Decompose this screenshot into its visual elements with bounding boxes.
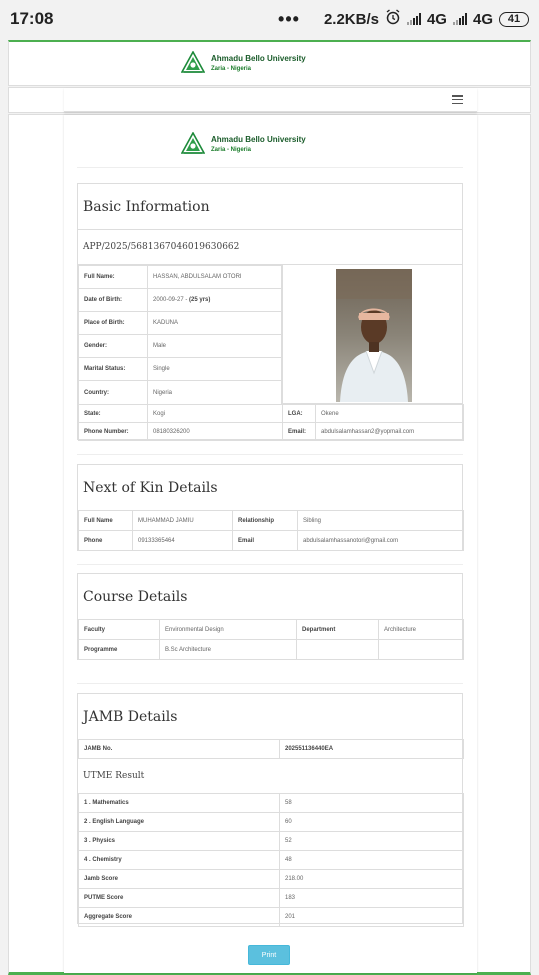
application-number: APP/2025/5681367046019630662	[78, 230, 462, 265]
basic-info-label: Country:	[79, 381, 148, 405]
notification-dots: •••	[278, 8, 300, 29]
utme-result-title: UTME Result	[83, 771, 145, 781]
nok-relationship-label: Relationship	[233, 511, 298, 531]
basic-info-label: Date of Birth:	[79, 289, 148, 312]
university-location: Zaria - Nigeria	[211, 147, 252, 153]
basic-info-label: Gender:	[79, 335, 148, 358]
network-speed: 2.2KB/s	[323, 10, 379, 28]
main-content	[8, 114, 531, 975]
jamb-score-label: Jamb Score	[79, 870, 280, 889]
university-location: Zaria - Nigeria	[211, 66, 252, 72]
signal-icon	[407, 13, 421, 25]
next-of-kin-card	[77, 464, 463, 551]
alarm-icon	[385, 9, 401, 29]
nok-fullname-label: Full Name	[79, 511, 133, 531]
lga-label: LGA:	[283, 405, 316, 423]
basic-info-value	[148, 358, 282, 381]
battery-level: 41	[507, 13, 521, 25]
basic-info-label: Marital Status:	[79, 358, 148, 381]
utme-subject-score: 52	[280, 832, 464, 851]
navbar	[8, 87, 531, 113]
status-time: 17:08	[10, 9, 54, 28]
basic-info-row	[79, 289, 282, 312]
jamb-number-table	[78, 739, 464, 759]
course-details-card	[77, 573, 463, 660]
utme-subject-label: 4 . Chemistry	[79, 851, 280, 870]
aggregate-score-value: 201	[280, 908, 464, 927]
status-bar	[0, 0, 539, 38]
basic-info-value-text: 2000-09-27 -	[153, 297, 190, 303]
university-name: Ahmadu Bello University	[211, 54, 306, 63]
email-label: Email:	[283, 423, 316, 441]
utme-subject-label: 2 . English Language	[79, 813, 280, 832]
basic-info-value	[148, 381, 282, 405]
basic-information-title: Basic Information	[83, 198, 210, 215]
basic-info-value	[148, 312, 282, 335]
programme-value: B.Sc Architecture	[160, 640, 297, 660]
utme-subject-row	[79, 794, 464, 813]
basic-info-row	[79, 335, 282, 358]
state-label: State:	[79, 405, 148, 423]
basic-info-value-text: HASSAN, ABDULSALAM OTORI	[153, 274, 242, 280]
phone-label: Phone Number:	[79, 423, 148, 441]
age-value: (25 yrs)	[189, 297, 211, 303]
basic-info-row	[79, 312, 282, 335]
faculty-value: Environmental Design	[160, 620, 297, 640]
basic-info-row	[79, 358, 282, 381]
utme-subject-score: 48	[280, 851, 464, 870]
utme-subject-label: 1 . Mathematics	[79, 794, 280, 813]
site-header	[8, 40, 531, 86]
abu-crest-icon	[181, 132, 205, 156]
aggregate-score-label: Aggregate Score	[79, 908, 280, 927]
jamb-details-title: JAMB Details	[83, 708, 178, 725]
next-of-kin-table	[78, 510, 464, 551]
abu-crest-icon	[181, 51, 205, 75]
basic-info-table	[78, 265, 282, 405]
department-label: Department	[297, 620, 379, 640]
utme-subject-row	[79, 832, 464, 851]
print-button[interactable]: Print	[248, 945, 290, 965]
nok-fullname-value: MUHAMMAD JAMIU	[133, 511, 233, 531]
utme-subject-row	[79, 813, 464, 832]
university-logo-body	[181, 132, 306, 156]
battery-icon	[499, 12, 529, 27]
lga-value: Okene	[316, 405, 464, 423]
basic-info-value	[148, 289, 282, 312]
passport-photo	[336, 269, 412, 402]
basic-info-value-text: Male	[153, 343, 167, 349]
university-name: Ahmadu Bello University	[211, 135, 306, 144]
nok-email-label: Email	[233, 531, 298, 551]
jamb-details-card	[77, 693, 463, 924]
passport-photo-cell	[282, 265, 463, 404]
basic-information-card	[77, 183, 463, 440]
jamb-score-value: 218.00	[280, 870, 464, 889]
basic-info-row	[79, 266, 282, 289]
jamb-no-label: JAMB No.	[79, 740, 280, 759]
basic-info-value-text: KADUNA	[153, 320, 179, 326]
utme-subject-row	[79, 851, 464, 870]
basic-info-value-text: Single	[153, 366, 170, 372]
utme-result-table	[78, 793, 464, 927]
university-logo-header[interactable]	[181, 51, 306, 75]
nok-phone-label: Phone	[79, 531, 133, 551]
network-type-2: 4G	[472, 10, 493, 28]
basic-info-contact-table	[78, 404, 464, 441]
basic-info-value	[148, 335, 282, 358]
putme-score-label: PUTME Score	[79, 889, 280, 908]
phone-value: 08180326200	[148, 423, 283, 441]
next-of-kin-title: Next of Kin Details	[83, 479, 218, 496]
basic-info-label: Full Name:	[79, 266, 148, 289]
basic-info-value	[148, 266, 282, 289]
jamb-no-value: 202551136440EA	[280, 740, 464, 759]
faculty-label: Faculty	[79, 620, 160, 640]
email-value: abdulsalamhassan2@yopmail.com	[316, 423, 464, 441]
state-value: Kogi	[148, 405, 283, 423]
utme-subject-label: 3 . Physics	[79, 832, 280, 851]
signal-icon-2	[453, 13, 467, 25]
department-value: Architecture	[379, 620, 464, 640]
basic-info-row	[79, 381, 282, 405]
network-type-1: 4G	[426, 10, 447, 28]
nok-phone-value: 09133365464	[133, 531, 233, 551]
utme-subject-score: 58	[280, 794, 464, 813]
course-details-title: Course Details	[83, 588, 188, 605]
putme-score-value: 183	[280, 889, 464, 908]
utme-subject-score: 60	[280, 813, 464, 832]
nok-email-value: abdulsalamhassanotori@gmail.com	[298, 531, 464, 551]
basic-info-value-text: Nigeria	[153, 389, 173, 396]
nok-relationship-value: Sibling	[298, 511, 464, 531]
course-details-table	[78, 619, 464, 660]
menu-icon[interactable]	[452, 95, 463, 104]
basic-info-label: Place of Birth:	[79, 312, 148, 335]
programme-label: Programme	[79, 640, 160, 660]
